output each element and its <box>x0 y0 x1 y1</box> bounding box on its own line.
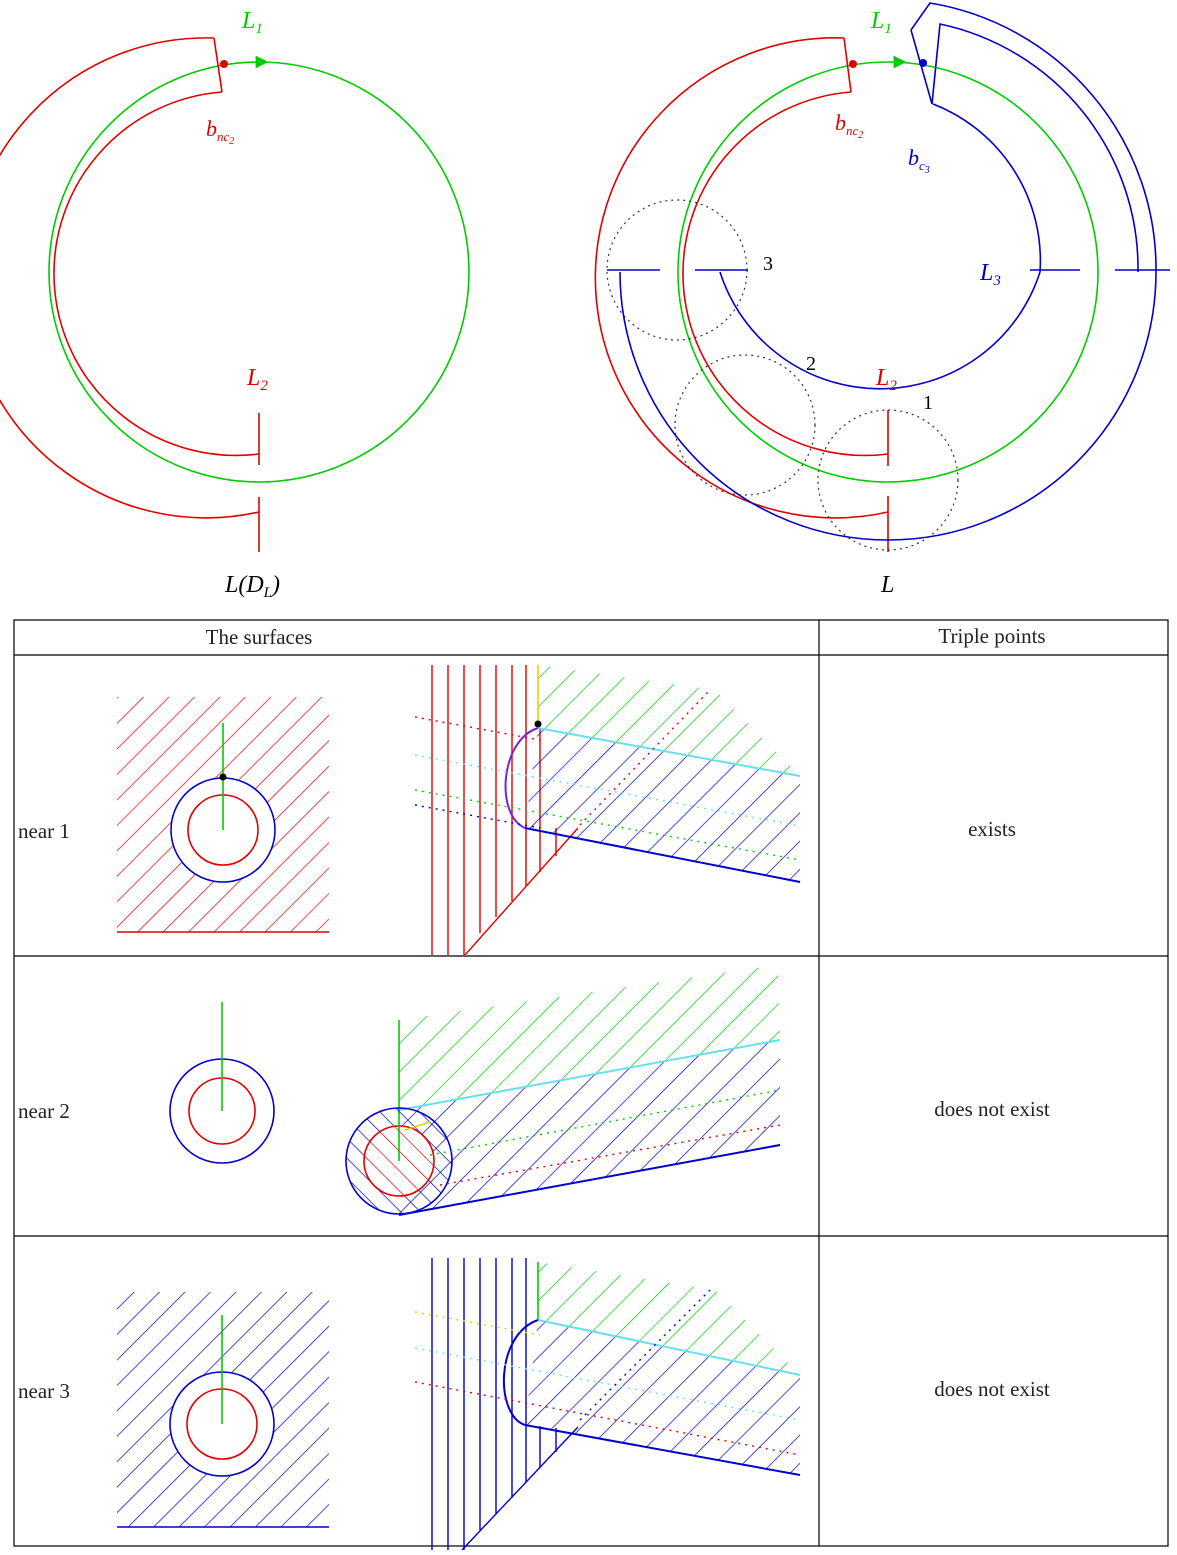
right-blue-outer-top <box>911 3 1156 272</box>
left-label-L1: $L_1$ <box>242 8 263 37</box>
right-label-L3: $L_3$ <box>980 260 1001 289</box>
row-result-3: does not exist <box>934 1377 1050 1401</box>
right-red-point <box>849 60 857 68</box>
left-red-point <box>220 60 228 68</box>
right-label-bnc2: $b_{nc}2$ <box>835 110 864 141</box>
row-result-2: does not exist <box>934 1097 1050 1121</box>
row-label-near-1: near 1 <box>18 819 70 843</box>
row1-triple-point <box>220 774 227 781</box>
right-label-bc3: $b_c3$ <box>908 145 930 176</box>
left-link-diagram <box>0 38 469 552</box>
right-caption: L <box>881 572 895 598</box>
left-caption: $L(D_L)$ <box>225 572 281 601</box>
region-label-2: 2 <box>806 353 816 375</box>
row3-cross-section <box>117 1292 329 1527</box>
row1-perspective-triple-point <box>535 721 542 728</box>
region-label-3: 3 <box>763 253 773 275</box>
row-label-near-3: near 3 <box>18 1379 70 1403</box>
right-blue-inner-upper-arc <box>933 104 1040 272</box>
row1-cross-section <box>117 697 329 932</box>
table-header-triple: Triple points <box>938 624 1046 648</box>
row2-cross-section <box>170 1002 274 1163</box>
right-blue-point <box>919 59 927 67</box>
left-label-L2: $L_2$ <box>247 365 268 394</box>
left-red-outer-arc <box>0 38 259 518</box>
left-red-inner-arc <box>54 92 259 455</box>
right-label-L2: $L_2$ <box>876 365 897 394</box>
left-label-bnc2: $b_{nc}2$ <box>206 116 235 147</box>
region-label-1: 1 <box>923 392 933 414</box>
row2-perspective <box>346 965 780 1215</box>
row-result-1: exists <box>968 817 1016 841</box>
right-red-inner-arc <box>683 92 888 455</box>
right-link-diagram <box>595 3 1170 552</box>
right-label-L1: $L_1$ <box>871 8 892 37</box>
row1-perspective <box>415 665 800 955</box>
row3-perspective <box>415 1258 800 1550</box>
table-header-surfaces: The surfaces <box>205 625 313 649</box>
row-label-near-2: near 2 <box>18 1099 70 1123</box>
right-blue-inner-top <box>911 24 1138 272</box>
